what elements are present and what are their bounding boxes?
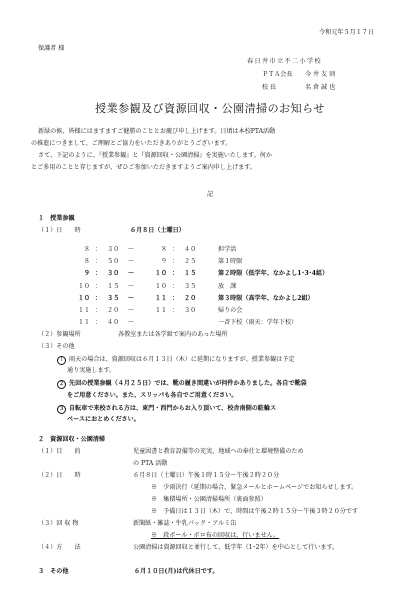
schedule-sm: ４０ [107,319,120,327]
section1-heading: １ 授業参観 [38,215,75,222]
schedule-separator: 〜 [128,246,135,253]
note-number: ３ [58,405,64,412]
schedule-em: ３５ [184,282,197,290]
section2-date-value: ６月８日（土曜日）午後１時１５分〜午後２時２０分 [133,472,280,479]
schedule-separator: ： [95,307,102,314]
schedule-event: 一斉下校（雨天：学年下校） [218,319,298,327]
schedule-sm: ３５ [107,294,120,302]
schedule-start: ８ [83,258,90,266]
note-number: １ [58,357,64,363]
schedule-sm: ２０ [107,307,120,314]
note-line [67,393,237,399]
method-value: 公園清掃は資源回収と並行して、低学年（1･2年）を中心として行います。 [133,544,339,551]
ki-marker: 記 [206,191,214,198]
schedule-em: ２５ [184,258,197,266]
schedule-end: １１ [154,307,167,314]
collect-note: ※ 段ボール・ボロ布の回収は、行いません。 [151,532,280,539]
method-label: （４）方 法 [38,544,81,551]
schedule-event: 放 課 [218,282,237,290]
recipient: 保護者 様 [38,45,65,52]
star-note-1: ※ 少雨決行（延期の場合、緊急メールとホームページでお知らせします。 [151,484,358,491]
schedule-separator: ： [172,258,179,266]
schedule-event: 帰りの会 [218,307,243,314]
schedule-separator: 〜 [128,270,135,278]
section3-value: ６月１０日(月)は代休日です。 [134,568,219,575]
schedule-separator: ： [172,282,179,290]
pta-role: ＰＴＡ会長 [262,71,293,78]
schedule-em: ３０ [184,307,197,314]
principal-name: 名 倉 誠 也 [305,84,336,91]
section3-heading: ３ その他 [38,568,69,575]
section1-date-value: ６月８日（土曜日） [130,227,185,234]
star-note-3: ※ 予備日は１３日（木）で、時間は午後２時１５分〜午後３時２０分です [151,508,359,515]
note-text: 雨天の場合は、資源回収は６月１３日（木）に延期になりますが、授業参観は予定 [69,356,295,363]
school-name: 春日井市立不二小学校 [247,58,322,65]
schedule-sm: ５０ [107,258,120,266]
schedule-separator: 〜 [128,258,135,266]
schedule-em: １５ [184,270,197,278]
principal-role: 校 長 [262,84,277,91]
place-value: 各教室または各学級で案内のあった場所 [118,331,228,338]
schedule-separator: ： [172,294,179,302]
intro-line-3: さて、下記のように、『授業参観』と『資源回収・公園清掃』を実施いたします。何か [38,152,272,159]
schedule-end: １０ [154,270,167,278]
schedule-end: ９ [160,258,167,266]
purpose-line-1: 児童図書と教育設備等の充実、地域への奉仕と環境整備のため [133,448,304,455]
schedule-separator: ： [95,282,102,290]
note-number: ２ [58,381,64,388]
section2-heading: ２ 資源回収・公園清掃 [38,436,106,443]
section2-date-label: （２）日 時 [38,472,81,479]
schedule-separator: ： [95,294,102,302]
schedule-separator: ： [95,319,102,327]
schedule-start: １１ [77,307,90,314]
note-line [67,368,115,374]
schedule-separator: ： [95,258,102,266]
schedule-start: ９ [83,270,90,278]
schedule-em: ４０ [184,246,197,253]
note-text: 通り実施します。 [67,367,116,375]
schedule-separator: ： [172,270,179,278]
schedule-separator: 〜 [128,294,135,302]
intro-line-1: 新緑の候、皆様にはますますご健勝のこととお慶び申し上げます。日頃は本校PTA活動 [38,128,276,135]
note-line [57,356,294,365]
schedule-separator: 〜 [128,282,135,290]
schedule-start: １１ [77,319,90,327]
collect-label: （３）回 収 物 [38,520,79,527]
purpose-label: （１）目 的 [38,448,81,455]
schedule-end: １１ [154,294,167,302]
schedule-sm: ３０ [107,270,120,278]
note-line [57,405,276,414]
document-title: 授業参観及び資源回収・公園清掃のお知らせ [95,102,325,115]
intro-line-2: の推進につきまして、ご理解とご協力をいただきありがとうございます。 [31,140,232,147]
schedule-end: １０ [154,282,167,290]
note-line [67,417,140,423]
schedule-em: ２０ [184,294,197,302]
section1-date-label: （１）日 時 [38,227,81,234]
place-label: （２）参観場所 [38,331,81,338]
schedule-start: １０ [77,282,90,290]
note-text: 先回の授業参観（４月２５日）では、靴の履き間違いが何件かありました。各自で靴袋 [69,380,307,388]
note-text: ペースにおとめください。 [67,416,140,423]
schedule-separator: ： [172,307,179,314]
other-label: （３）その他 [38,343,75,350]
pta-name: 今 井 友 則 [305,71,336,78]
note-text: 自転車で来校される方は、東門・西門からお入り頂いて、校舎南側の駐輪ス [69,404,277,412]
collect-value: 新聞紙・雑誌・牛乳パック・アルミ缶 [133,520,237,527]
schedule-event: 第２時限（低学年、なかよし1･3･4組） [218,270,329,278]
schedule-separator: ： [172,246,179,253]
schedule-event: 担学活 [218,246,237,253]
schedule-separator: 〜 [128,319,135,327]
issue-date: 令和元年５月１７日 [319,29,374,36]
schedule-separator: 〜 [128,307,135,314]
schedule-separator: ： [95,246,102,253]
star-note-2: ※ 集積場所・公園清掃場所（裏面参照） [151,496,267,503]
note-line [57,380,307,389]
schedule-event: 第１時限 [218,258,243,266]
intro-line-4: とご多用のことと存じますが、ぜひご参加いただきますようご案内申し上げます。 [31,164,256,171]
schedule-sm: １５ [107,282,120,290]
schedule-event: 第３時限（高学年、なかよし2組） [218,294,314,302]
schedule-start: ８ [83,246,90,253]
schedule-separator: ： [95,270,102,278]
schedule-end: ８ [160,246,167,253]
note-text: をご用意ください。また、スリッパも各自でご用意ください。 [67,391,238,399]
purpose-line-2: の PTA 活動 [133,460,168,467]
schedule-start: １０ [77,294,90,302]
schedule-sm: ３０ [107,246,120,253]
